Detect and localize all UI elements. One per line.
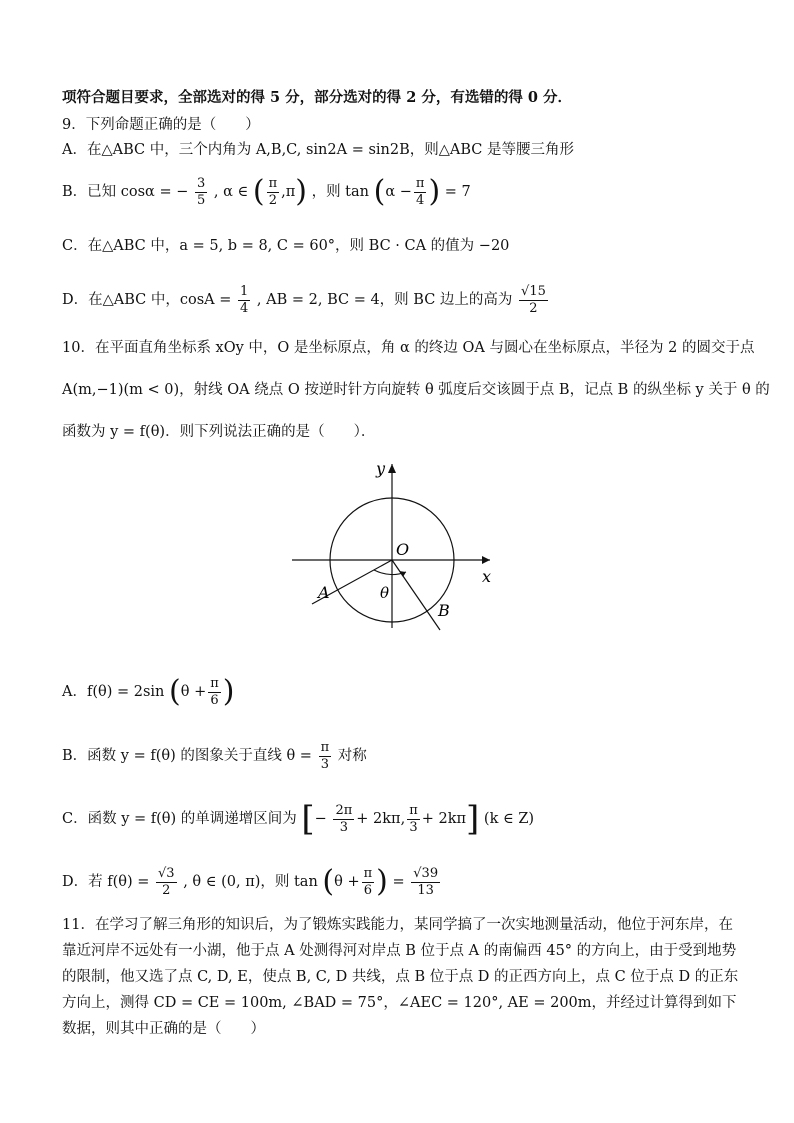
q9-option-c: C．在△ABC 中，a = 5, b = 8, C = 60°，则 BC · CA 的值为 −20 (62, 238, 510, 254)
frac-den: 4 (240, 300, 249, 316)
q10-c-frac-pi-3 (407, 803, 420, 836)
frac-num: π (268, 175, 278, 191)
q9-b-frac-pi-2 (267, 176, 280, 209)
circle-diagram (290, 458, 500, 638)
q10-option-d: D．若 f(θ) = $\frac{√3}{2}$ , θ ∈ (0, π)，则 tan (θ + $\frac{\pi}{6}$ ) = $\frac{√39}{13}$ (62, 864, 439, 899)
frac-num: π (210, 675, 219, 691)
frac-num: 3 (196, 175, 206, 191)
q10-b-frac-pi-3 (319, 740, 332, 773)
frac-num: 1 (240, 283, 249, 299)
q10-d-frac-pi-6 (362, 866, 375, 899)
frac-num: π (415, 175, 425, 191)
frac-num: π (320, 739, 330, 755)
frac-num: π (409, 802, 418, 818)
q9-d-frac-1-4 (238, 284, 250, 317)
q10-d-eq: = (392, 874, 405, 890)
q9-d-frac-sqrt15-2 (519, 284, 548, 317)
q9-stem: 9．下列命题正确的是（ ） (62, 117, 260, 133)
q10-c-in3: + 2kπ (421, 811, 467, 827)
q10-a-in: θ + (180, 684, 207, 700)
label-a: A (318, 583, 330, 602)
ray-ob (392, 560, 440, 630)
frac-den: 5 (196, 192, 206, 208)
q10-c-pre: C．函数 y = f(θ) 的单调递增区间为 (62, 811, 297, 827)
label-y: y (376, 459, 386, 478)
label-theta: θ (380, 584, 390, 602)
frac-num: 2π (335, 802, 353, 818)
q10-c-frac-2pi-3 (333, 803, 354, 836)
frac-den: 6 (210, 692, 219, 708)
frac-num: π (363, 865, 373, 881)
unit-circle-figure (290, 458, 500, 638)
q10-option-c: C．函数 y = f(θ) 的单调递增区间为 [− $\frac{2\pi}{3}$ + 2kπ, $\frac{\pi}{3}$ + 2kπ] (k ∈ Z) (62, 799, 535, 839)
q9-d-mid: , AB = 2, BC = 4，则 BC 边上的高为 (256, 292, 513, 308)
q10-line2: A(m,−1)(m < 0)，射线 OA 绕点 O 按逆时针方向旋转 θ 弧度后交该圆于点 B，记点 B 的纵坐标 y 关于 θ 的 (62, 382, 770, 398)
q10-b-post: 对称 (337, 748, 367, 764)
q10-b-pre: B．函数 y = f(θ) 的图象关于直线 θ = (62, 748, 312, 764)
frac-den: 2 (162, 882, 171, 898)
q10-a-frac-pi-6 (208, 676, 221, 709)
frac-den: 6 (363, 882, 373, 898)
q10-c-post: (k ∈ Z) (483, 811, 535, 827)
frac-den: 4 (416, 192, 425, 208)
q10-option-a: A．f(θ) = 2sin (θ + $\frac{\pi}{6}$ ) (62, 674, 235, 709)
q10-line1: 10．在平面直角坐标系 xOy 中，O 是坐标原点，角 α 的终边 OA 与圆心在坐标原点，半径为 2 的圆交于点 (62, 340, 755, 356)
frac-num: √39 (413, 865, 439, 881)
q9-b-end: = 7 (444, 184, 471, 200)
q9-option-b: B．已知 cosα = − $\frac{3}{5}$ , α ∈ ( $\frac{\pi}{2}$ ,π) ，则 tan (α − $\frac{\pi}{4}$ ) = 7 (62, 174, 471, 209)
label-b: B (438, 601, 450, 620)
q10-c-minus: − (314, 811, 332, 827)
q9-b-mid1: , α ∈ (213, 184, 249, 200)
q9-b-pre: B．已知 cosα = − (62, 184, 189, 200)
x-axis-arrow (482, 556, 490, 564)
frac-num: √3 (158, 865, 175, 881)
q9-b-mid2: ，则 tan (311, 184, 369, 200)
frac-num: √15 (521, 283, 546, 299)
frac-den: 3 (320, 756, 329, 772)
section-instruction: 项符合题目要求，全部选对的得 5 分，部分选对的得 2 分，有选错的得 0 分． (62, 89, 573, 106)
q10-d-mid: , θ ∈ (0, π)，则 tan (183, 874, 318, 890)
q9-d-pre: D．在△ABC 中，cosA = (62, 292, 232, 308)
q9-b-frac-pi-4 (414, 176, 427, 209)
q10-option-b (62, 736, 744, 776)
q10-d-in: θ + (334, 874, 360, 890)
q9-option-a: A．在△ABC 中，三个内角为 A,B,C, sin2A = sin2B，则△ABC 是等腰三角形 (62, 142, 575, 158)
q9-option-d (62, 280, 744, 320)
frac-den: 3 (339, 819, 348, 835)
q10-line3: 函数为 y = f(θ)．则下列说法正确的是（ ）． (62, 424, 376, 440)
frac-den: 2 (268, 192, 277, 208)
y-axis-arrow (388, 464, 396, 473)
frac-den: 3 (409, 819, 418, 835)
label-o: O (396, 540, 410, 559)
q9-b-frac-3-5 (195, 176, 207, 209)
q10-d-pre: D．若 f(θ) = (62, 874, 150, 890)
q10-d-frac-sqrt39-13 (411, 866, 440, 899)
q10-c-in2: + 2kπ, (356, 811, 406, 827)
q10-a-pre: A．f(θ) = 2sin (62, 684, 165, 700)
frac-den: 2 (529, 300, 538, 316)
q10-d-frac-sqrt3-2 (156, 866, 177, 899)
label-x: x (482, 567, 492, 586)
q11-text: 11．在学习了解三角形的知识后，为了锻炼实践能力，某同学搞了一次实地测量活动，他位于河东岸，在靠近河岸不远处有一小湖，他于点 A 处测得河对岸点 B 位于点 A 的南偏西 45° 的方向上，由于受到地势的限制，他又选了点 C, D, E，使点 B, C, D 共线，点 B 位于点 D 的正西方向上，点 C 位于点 D 的正东方向上，测得 CD = CE = 100m, ∠BAD = 75°，∠AEC = 120°, AE = 200m，并经过计算得到如下数据，则其中正确的是（ ） (62, 917, 739, 1037)
frac-den: 13 (417, 882, 434, 898)
